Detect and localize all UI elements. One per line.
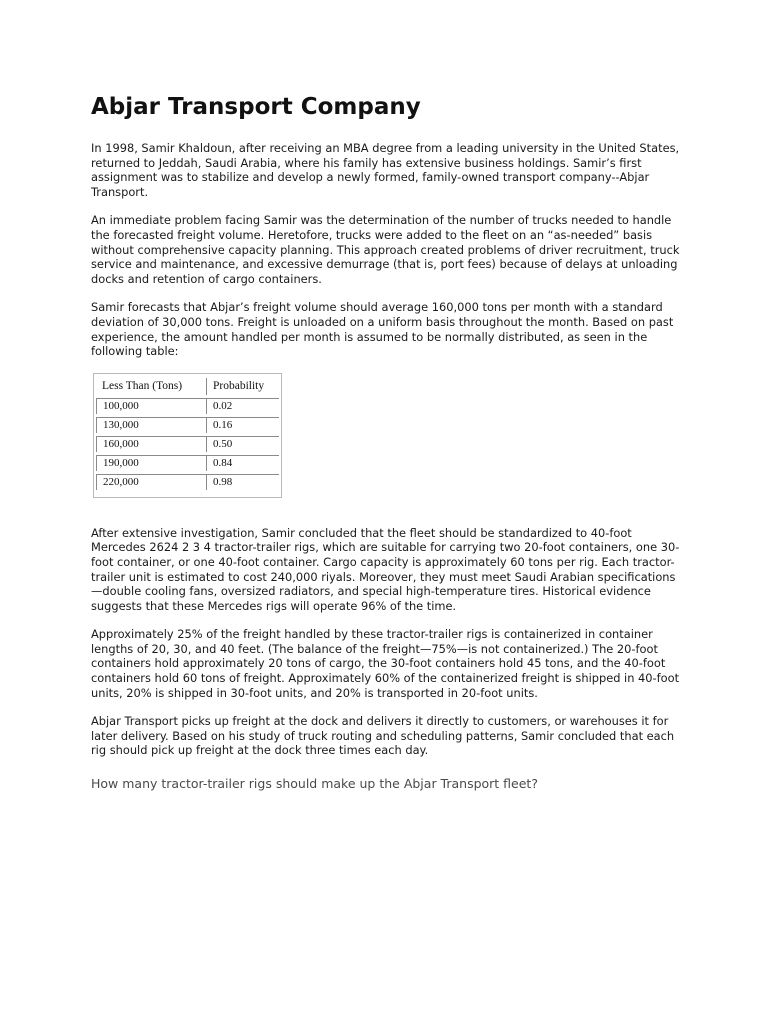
paragraph-forecast: Samir forecasts that Abjar’s freight volume should average 160,000 tons per month with a standard deviation of 30,000 tons. Freight is unloaded on a uniform basis throughout the month. Based on past experience, the amount handled per month is assumed to be normally distributed, as seen in the following table:: [91, 300, 674, 359]
table-cell-probability: 0.16: [206, 417, 279, 433]
probability-table: [96, 375, 279, 493]
question-text: How many tractor-trailer rigs should make up the Abjar Transport fleet?: [91, 776, 538, 792]
paragraph-fleet-spec: After extensive investigation, Samir concluded that the fleet should be standardized to 40-foot Mercedes 2624 2 3 4 tractor-trailer rigs, which are suitable for carrying two 20-foot containers, one 30-foot container, or one 40-foot container. Cargo capacity is approximately 60 tons per rig. Each tractor-trailer unit is estimated to cost 240,000 riyals. Moreover, they must meet Saudi Arabian specifications—double cooling fans, oversized radiators, and special high-temperature tires. Historical evidence suggests that these Mercedes rigs will operate 96% of the time.: [91, 525, 680, 613]
table-cell-tons: 130,000: [96, 417, 206, 433]
document-title: Abjar Transport Company: [91, 94, 421, 120]
paragraph-pickup: Abjar Transport picks up freight at the dock and delivers it directly to customers, or warehouses it for later delivery. Based on his study of truck routing and scheduling patterns, Samir concluded that each rig should pick up freight at the dock three times each day.: [91, 714, 675, 758]
table-row: [96, 398, 279, 414]
table-cell-tons: 160,000: [96, 436, 206, 452]
table-cell-probability: 0.84: [206, 455, 279, 471]
paragraph-containers: Approximately 25% of the freight handled by these tractor-trailer rigs is containerized in container lengths of 20, 30, and 40 feet. (The balance of the freight—75%—is not containerized.) The 20-foot containers hold approximately 20 tons of cargo, the 30-foot containers hold 45 tons, and the 40-foot containers hold 60 tons of freight. Approximately 60% of the containerized freight is shipped in 40-foot units, 20% is shipped in 30-foot units, and 20% is transported in 20-foot units.: [91, 627, 680, 700]
document-page: [91, 92, 681, 792]
paragraph-intro: In 1998, Samir Khaldoun, after receiving an MBA degree from a leading university in the United States, returned to Jeddah, Saudi Arabia, where his family has extensive business holdings. Samir’s first assignment was to stabilize and develop a newly formed, family-owned transport company--Abjar Transport.: [91, 141, 680, 199]
table-row: [96, 417, 279, 433]
table-cell-tons: 220,000: [96, 474, 206, 490]
table-row: [96, 474, 279, 490]
table-cell-tons: 190,000: [96, 455, 206, 471]
paragraph-problem: An immediate problem facing Samir was the determination of the number of trucks needed to handle the forecasted freight volume. Heretofore, trucks were added to the fleet on an “as-needed” basis without comprehensive capacity planning. This approach created problems of driver recruitment, truck service and maintenance, and excessive demurrage (that is, port fees) because of delays at unloading docks and retention of cargo containers.: [91, 213, 680, 286]
table-header-probability: Probability: [206, 378, 279, 395]
table-cell-tons: 100,000: [96, 398, 206, 414]
table-row: [96, 455, 279, 471]
table-header-less-than: Less Than (Tons): [102, 380, 183, 393]
table-header-row: [96, 378, 279, 395]
table-cell-probability: 0.50: [206, 436, 279, 452]
table-cell-probability: 0.02: [206, 398, 279, 414]
table-row: [96, 436, 279, 452]
table-cell-probability: 0.98: [206, 474, 279, 490]
probability-table-frame: [93, 373, 282, 498]
